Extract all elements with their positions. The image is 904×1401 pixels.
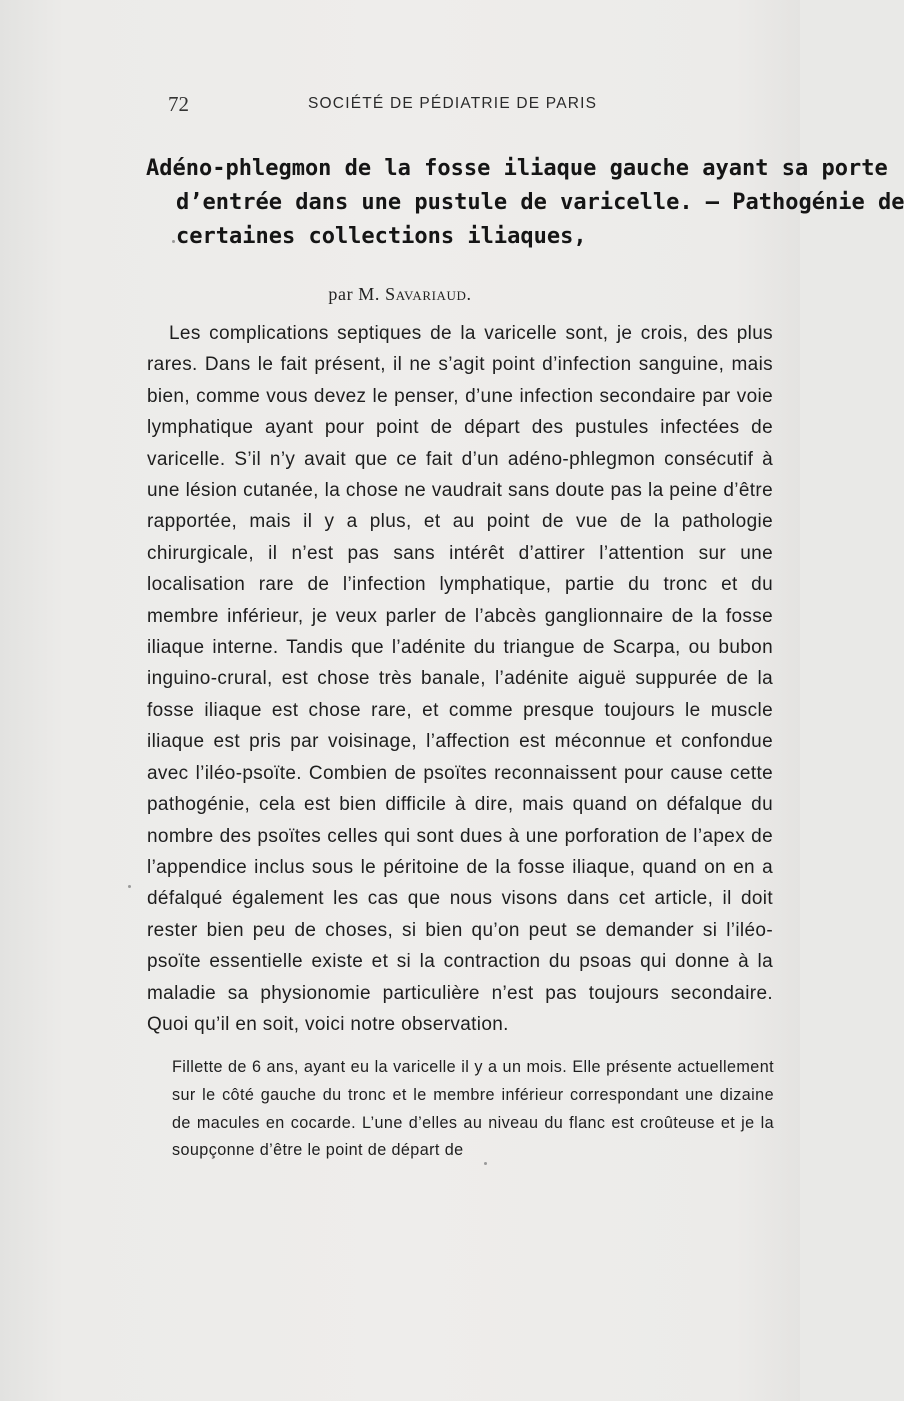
title-line-3: certaines collections iliaques, — [176, 224, 587, 249]
print-speck — [128, 885, 131, 888]
running-head — [168, 92, 768, 118]
journal-title: SOCIÉTÉ DE PÉDIATRIE DE PARIS — [308, 95, 598, 112]
title-line-2: d’entrée dans une pustule de varicelle. — Pathogénie de — [176, 190, 904, 215]
page-number: 72 — [168, 92, 189, 116]
print-speck — [172, 240, 175, 243]
author-byline — [0, 284, 800, 305]
author-prefix: par M. — [328, 284, 386, 304]
case-observation-paragraph: Fillette de 6 ans, ayant eu la varicelle il y a un mois. Elle présente actuellement sur le côté gauche du tronc et le membre inférieur correspondant une dizaine de macules en cocarde. L’une d’elles au niveau du flanc est croûteuse et je la soupçonne d’être le point de départ de — [172, 1058, 774, 1160]
author-name: Savariaud. — [385, 284, 472, 304]
print-speck — [484, 1162, 487, 1165]
body-paragraph: Les complications septiques de la varicelle sont, je crois, des plus rares. Dans le fait présent, il ne s’agit point d’infection sanguine, mais bien, comme vous devez le penser, d’une infection secondaire par voie lymphatique ayant pour point de départ des pustules infectées de varicelle. S’il n’y avait que ce fait d’un adéno-phlegmon consécutif à une lésion cutanée, la chose ne vaudrait sans doute pas la peine d’être rapportée, mais il y a plus, et au point de vue de la pathologie chirurgicale, il n’est pas sans intérêt d’attirer l’attention sur une localisation rare de l’infection lymphatique, partie du tronc et du membre inférieur, je veux parler de l’abcès ganglionnaire de la fosse iliaque interne. Tandis que l’adénite du triangue de Scarpa, ou bubon inguino-crural, est chose très banale, l’adénite aiguë suppurée de la fosse iliaque est chose rare, et comme presque toujours le muscle iliaque est pris par voisinage, l’affection est méconnue et confondue avec l’iléo-psoïte. Combien de psoïtes reconnaissent pour cause cette pathogénie, cela est bien difficile à dire, mais quand on défalque du nombre des psoïtes celles qui sont dues à une porforation de l’apex de l’appendice inclus sous le péritoine de la fosse iliaque, quand on en a défalqué également les cas que nous visons dans cet article, il doit rester bien peu de choses, si bien qu’on peut se demander si l’iléo-psoïte essentielle existe et si la contraction du psoas qui donne à la maladie sa physionomie particulière n’est pas toujours secondaire. Quoi qu’il en soit, voici notre observation. — [147, 323, 773, 1035]
title-line-1: Adéno-phlegmon de la fosse iliaque gauche ayant sa porte — [146, 156, 888, 181]
article-title — [146, 152, 904, 254]
